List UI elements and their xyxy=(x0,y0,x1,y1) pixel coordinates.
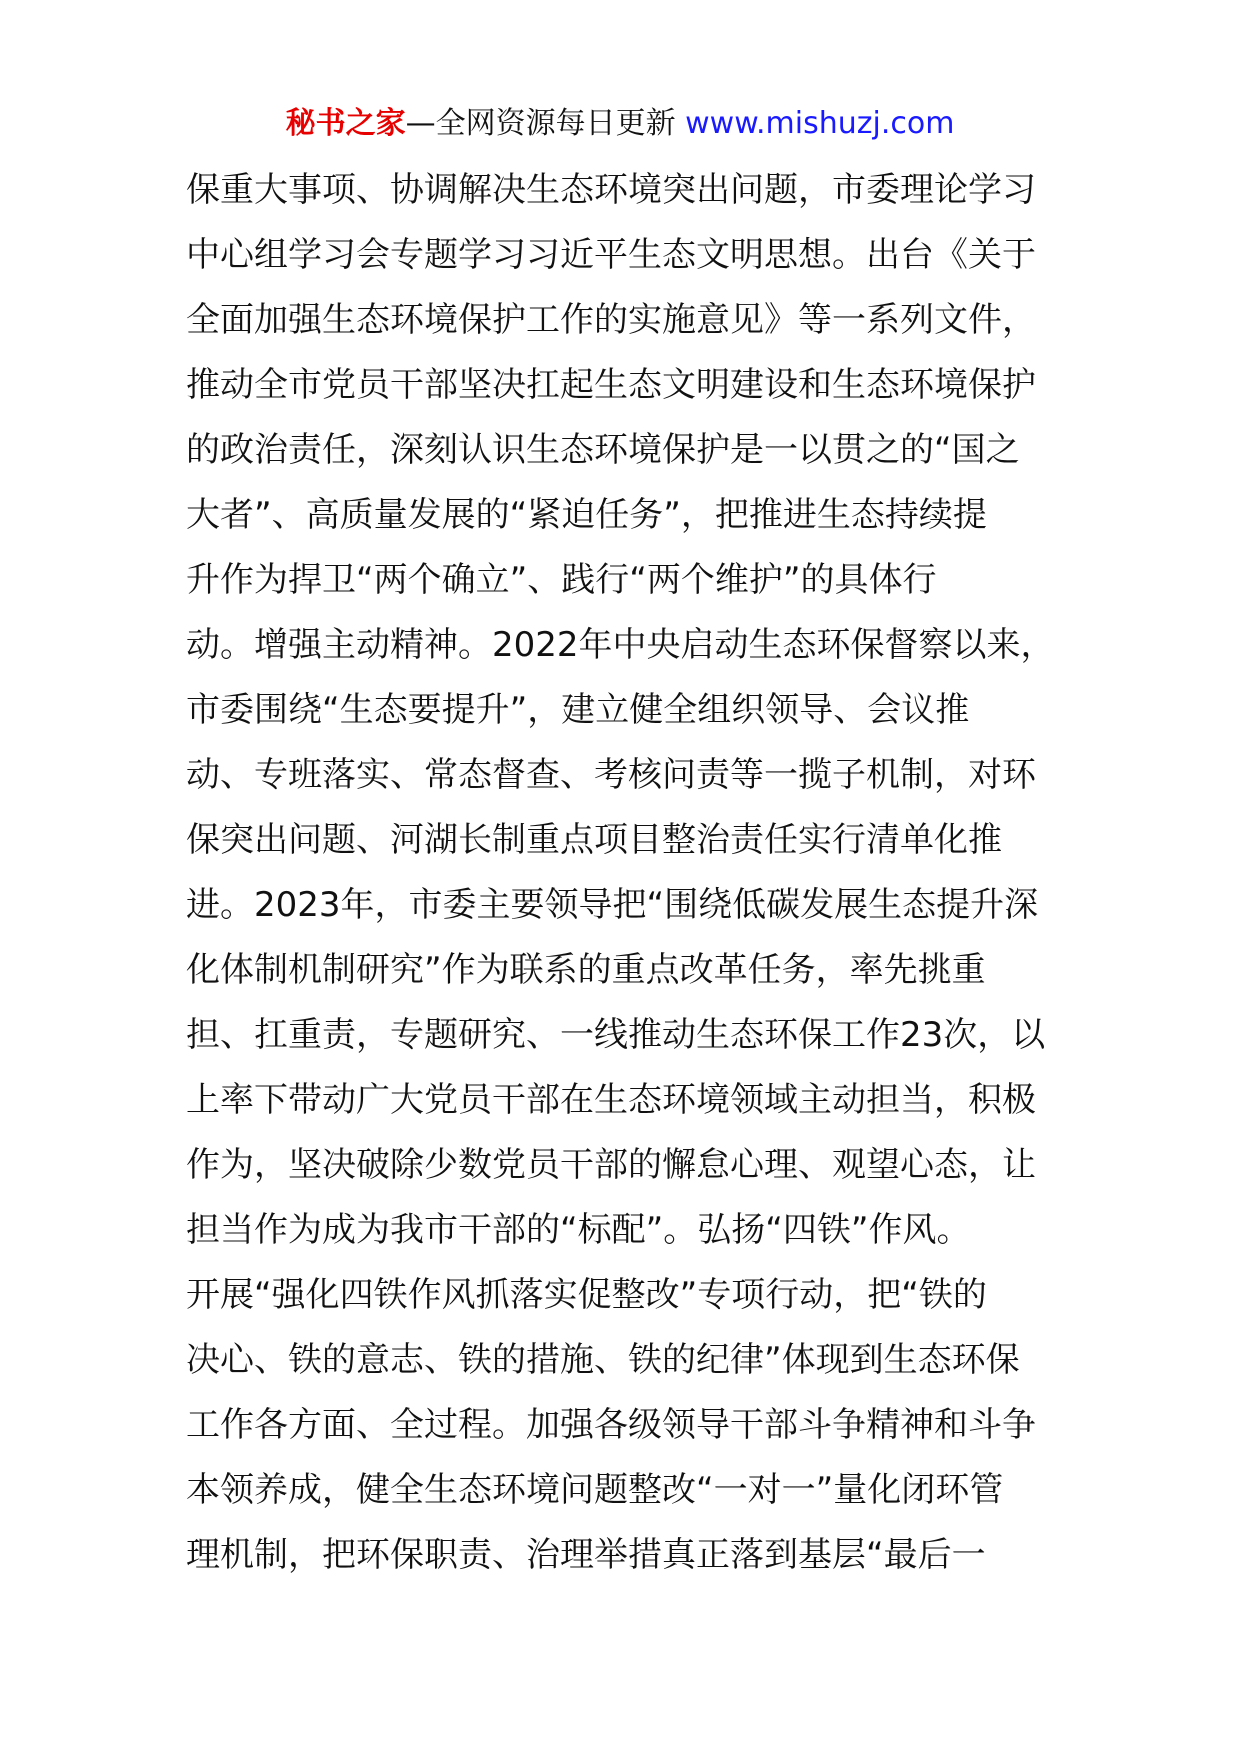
text-line: 动。增强主动精神。2022年中央启动生态环保督察以来， xyxy=(186,625,1055,665)
text-line: 进。2023年，市委主要领导把“围绕低碳发展生态提升深 xyxy=(186,885,1039,925)
text-line: 决心、铁的意志、铁的措施、铁的纪律”体现到生态环保 xyxy=(186,1340,1020,1380)
text-line: 担、扛重责，专题研究、一线推动生态环保工作23次，以 xyxy=(186,1015,1046,1055)
text-line: 担当作为成为我市干部的“标配”。弘扬“四铁”作风。 xyxy=(186,1210,971,1250)
site-name: 秘书之家 xyxy=(285,106,406,141)
text-line: 全面加强生态环境保护工作的实施意见》等一系列文件， xyxy=(186,300,1036,340)
site-url-link[interactable]: www.mishuzj.com xyxy=(685,106,955,141)
text-line: 动、专班落实、常态督查、考核问责等一揽子机制，对环 xyxy=(186,755,1036,795)
text-line: 大者”、高质量发展的“紧迫任务”，把推进生态持续提 xyxy=(186,495,987,535)
text-line: 市委围绕“生态要提升”，建立健全组织领导、会议推 xyxy=(186,690,970,730)
text-line: 保重大事项、协调解决生态环境突出问题，市委理论学习 xyxy=(186,170,1036,210)
text-line: 理机制，把环保职责、治理举措真正落到基层“最后一 xyxy=(186,1535,986,1575)
text-line: 作为，坚决破除少数党员干部的懈怠心理、观望心态，让 xyxy=(186,1145,1036,1185)
text-line: 保突出问题、河湖长制重点项目整治责任实行清单化推 xyxy=(186,820,1002,860)
text-line: 开展“强化四铁作风抓落实促整改”专项行动，把“铁的 xyxy=(186,1275,987,1315)
text-line: 中心组学习会专题学习习近平生态文明思想。出台《关于 xyxy=(186,235,1036,275)
text-line: 推动全市党员干部坚决扛起生态文明建设和生态环境保护 xyxy=(186,365,1036,405)
text-line: 本领养成，健全生态环境问题整改“一对一”量化闭环管 xyxy=(186,1470,1004,1510)
text-line: 工作各方面、全过程。加强各级领导干部斗争精神和斗争 xyxy=(186,1405,1036,1445)
text-line: 化体制机制研究”作为联系的重点改革任务，率先挑重 xyxy=(186,950,986,990)
document-body xyxy=(186,158,1066,1588)
page-header xyxy=(0,104,1240,144)
text-line: 升作为捍卫“两个确立”、践行“两个维护”的具体行 xyxy=(186,560,937,600)
text-line: 上率下带动广大党员干部在生态环境领域主动担当，积极 xyxy=(186,1080,1036,1120)
site-tagline: —全网资源每日更新 xyxy=(405,106,676,141)
text-line: 的政治责任，深刻认识生态环境保护是一以贯之的“国之 xyxy=(186,430,1020,470)
